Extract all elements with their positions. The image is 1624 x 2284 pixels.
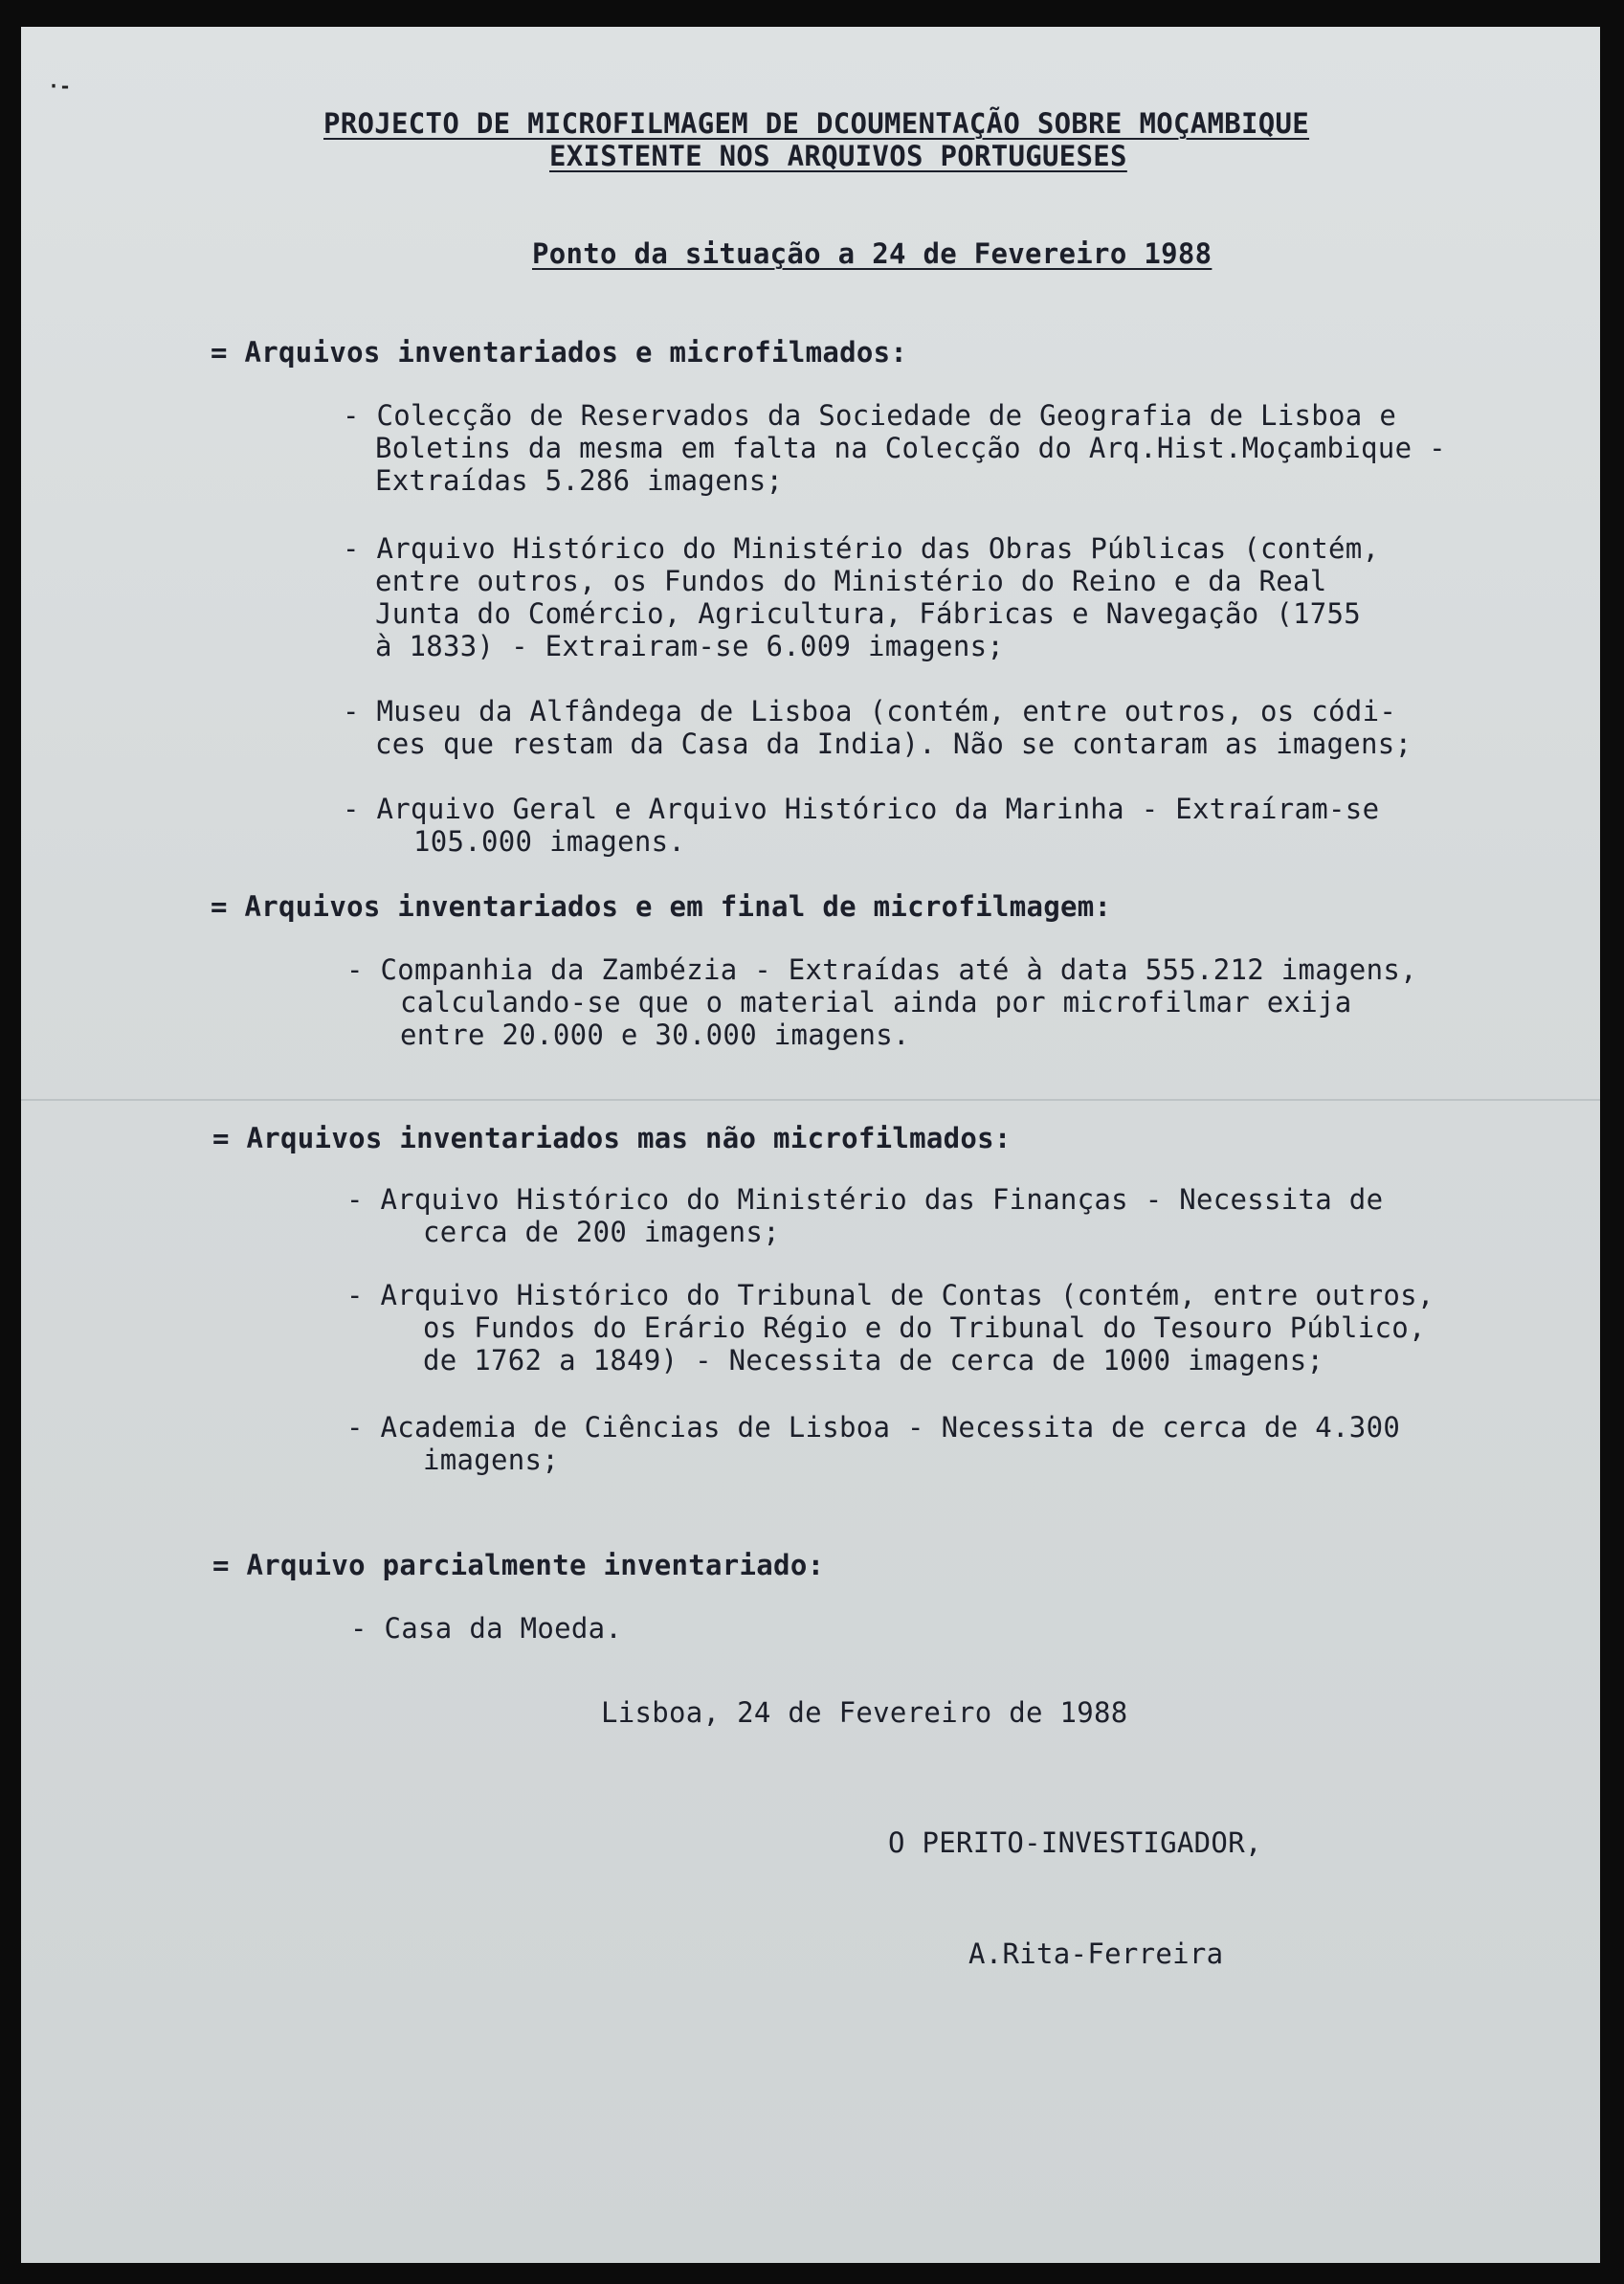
- item-line: Extraídas 5.286 imagens;: [375, 464, 784, 497]
- item-line: - Companhia da Zambézia - Extraídas até à data 555.212 imagens,: [346, 953, 1417, 986]
- item-line: - Arquivo Geral e Arquivo Histórico da Marinha - Extraíram-se: [343, 793, 1380, 825]
- item-line: imagens;: [423, 1444, 560, 1476]
- item-line: Boletins da mesma em falta na Colecção do Arq.Hist.Moçambique -: [375, 432, 1446, 464]
- item-line: - Colecção de Reservados da Sociedade de Geografia de Lisboa e: [343, 399, 1397, 432]
- item-line: ces que restam da Casa da India). Não se contaram as imagens;: [375, 728, 1413, 760]
- item-line: Junta do Comércio, Agricultura, Fábricas e Navegação (1755: [375, 597, 1362, 630]
- section-heading-2: = Arquivos inventariados e em final de microfilmagem:: [211, 890, 1112, 923]
- section-heading-3: = Arquivos inventariados mas não microfilmados:: [212, 1122, 1012, 1154]
- section-heading-4: = Arquivo parcialmente inventariado:: [212, 1549, 825, 1581]
- title-line-2: EXISTENTE NOS ARQUIVOS PORTUGUESES: [549, 140, 1127, 172]
- paper-fold: [21, 1099, 1600, 1101]
- title-line-1: PROJECTO DE MICROFILMAGEM DE DCOUMENTAÇÃO SOBRE MOÇAMBIQUE: [323, 107, 1310, 140]
- item-line: os Fundos do Erário Régio e do Tribunal do Tesouro Público,: [423, 1311, 1426, 1344]
- item-line: - Casa da Moeda.: [350, 1612, 623, 1645]
- signatory-name: A.Rita-Ferreira: [968, 1937, 1224, 1970]
- item-line: calculando-se que o material ainda por microfilmar exija: [400, 986, 1352, 1019]
- subtitle: Ponto da situação a 24 de Fevereiro 1988: [532, 237, 1212, 270]
- section-heading-1: = Arquivos inventariados e microfilmados:: [211, 336, 908, 369]
- item-line: - Arquivo Histórico do Ministério das Obras Públicas (contém,: [343, 532, 1380, 565]
- item-line: - Arquivo Histórico do Ministério das Finanças - Necessita de: [346, 1183, 1384, 1216]
- item-line: à 1833) - Extrairam-se 6.009 imagens;: [375, 630, 1005, 662]
- item-line: - Museu da Alfândega de Lisboa (contém, entre outros, os códi-: [343, 695, 1397, 728]
- signatory-title: O PERITO-INVESTIGADOR,: [888, 1826, 1262, 1859]
- item-line: cerca de 200 imagens;: [423, 1216, 780, 1248]
- item-line: de 1762 a 1849) - Necessita de cerca de 1000 imagens;: [423, 1344, 1324, 1377]
- item-line: entre outros, os Fundos do Ministério do Reino e da Real: [375, 565, 1327, 597]
- place-date: Lisboa, 24 de Fevereiro de 1988: [601, 1696, 1128, 1729]
- item-line: entre 20.000 e 30.000 imagens.: [400, 1019, 910, 1051]
- item-line: - Academia de Ciências de Lisboa - Necessita de cerca de 4.300: [346, 1411, 1401, 1444]
- document-sheet: [21, 27, 1600, 2263]
- corner-mark: ·‑: [48, 75, 72, 98]
- item-line: - Arquivo Histórico do Tribunal de Contas (contém, entre outros,: [346, 1279, 1435, 1311]
- item-line: 105.000 imagens.: [413, 825, 686, 858]
